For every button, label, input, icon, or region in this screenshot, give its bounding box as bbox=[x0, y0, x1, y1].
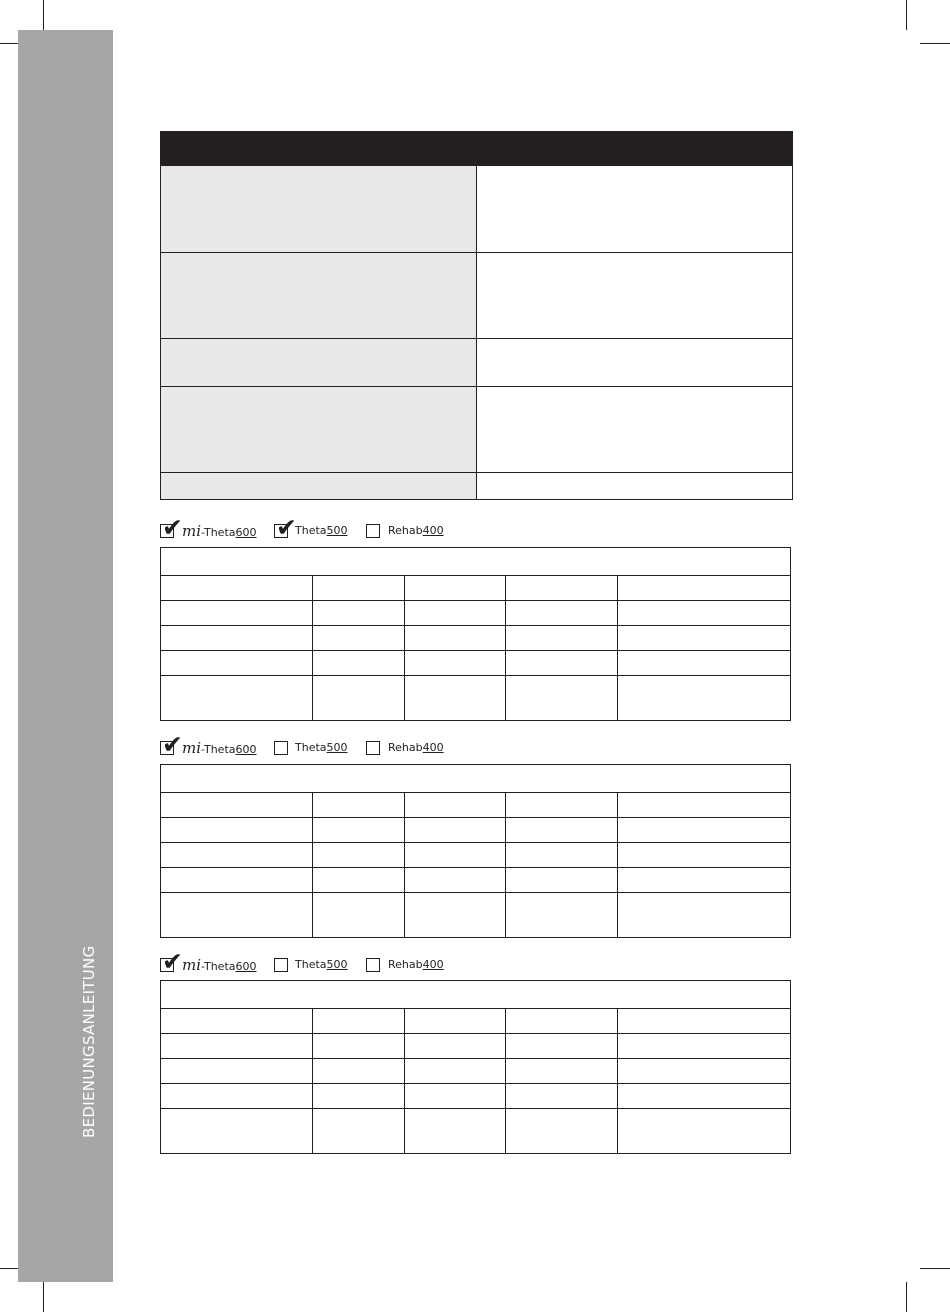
grid-cell bbox=[161, 676, 313, 721]
product-label bbox=[182, 957, 257, 975]
product-model: 400 bbox=[422, 958, 444, 971]
crop-mark-top-left-v bbox=[43, 0, 44, 30]
product-label bbox=[388, 523, 444, 539]
product-model: 600 bbox=[235, 526, 257, 539]
grid-cell bbox=[405, 601, 506, 626]
grid-cell bbox=[405, 868, 506, 893]
grid-cell bbox=[405, 1084, 506, 1109]
product-model: 500 bbox=[326, 741, 348, 754]
grid-cell bbox=[161, 626, 313, 651]
grid-cell bbox=[506, 626, 618, 651]
crop-mark-top-right-v bbox=[906, 0, 907, 30]
product-label bbox=[182, 523, 257, 541]
grid-cell bbox=[506, 601, 618, 626]
crop-mark-bottom-right-v bbox=[906, 1282, 907, 1312]
product-checkbox[interactable] bbox=[366, 741, 380, 755]
grid-row bbox=[161, 793, 791, 818]
grid-cell bbox=[161, 1109, 313, 1154]
grid-row bbox=[161, 843, 791, 868]
grid-cell bbox=[313, 1059, 405, 1084]
grid-row bbox=[161, 868, 791, 893]
crop-mark-bottom-right-h bbox=[920, 1268, 950, 1269]
product-checkbox[interactable] bbox=[160, 730, 183, 759]
spec-label-cell bbox=[161, 473, 477, 500]
product-checkbox[interactable] bbox=[160, 513, 183, 542]
grid-cell bbox=[618, 818, 791, 843]
grid-row bbox=[161, 1109, 791, 1154]
grid-cell bbox=[506, 1034, 618, 1059]
grid-cell bbox=[405, 893, 506, 938]
spec-row bbox=[161, 473, 793, 500]
product-row bbox=[160, 947, 560, 976]
grid-cell bbox=[405, 818, 506, 843]
product-model: 600 bbox=[235, 960, 257, 973]
grid-cell bbox=[313, 1009, 405, 1034]
grid-title-cell bbox=[161, 548, 791, 576]
grid-cell bbox=[618, 1109, 791, 1154]
product-row bbox=[160, 730, 560, 759]
grid-cell bbox=[161, 793, 313, 818]
product-name: Theta bbox=[295, 958, 327, 971]
grid-row bbox=[161, 1059, 791, 1084]
grid-table bbox=[160, 980, 791, 1154]
product-name: Rehab bbox=[388, 958, 423, 971]
grid-row bbox=[161, 576, 791, 601]
product-model: 400 bbox=[422, 741, 444, 754]
grid-cell bbox=[618, 793, 791, 818]
grid-cell bbox=[618, 843, 791, 868]
grid-row bbox=[161, 1009, 791, 1034]
product-name: Rehab bbox=[388, 524, 423, 537]
grid-cell bbox=[618, 1059, 791, 1084]
grid-cell bbox=[161, 1034, 313, 1059]
grid-cell bbox=[161, 1059, 313, 1084]
grid-cell bbox=[618, 1009, 791, 1034]
spec-row bbox=[161, 339, 793, 387]
product-name: Theta bbox=[295, 741, 327, 754]
grid-row bbox=[161, 1084, 791, 1109]
checkmark-icon: ✔ bbox=[162, 947, 183, 976]
crop-mark-top-right-h bbox=[920, 43, 950, 44]
product-label bbox=[295, 957, 348, 973]
product-model: 400 bbox=[422, 524, 444, 537]
product-label bbox=[388, 740, 444, 756]
grid-row bbox=[161, 893, 791, 938]
product-prefix: mi bbox=[182, 739, 202, 757]
product-row bbox=[160, 513, 560, 542]
grid-cell bbox=[618, 651, 791, 676]
grid-cell bbox=[405, 1109, 506, 1154]
grid-cell bbox=[618, 1084, 791, 1109]
spec-label-cell bbox=[161, 387, 477, 473]
grid-cell bbox=[161, 868, 313, 893]
spec-value-cell bbox=[477, 339, 793, 387]
spec-table-header bbox=[161, 132, 793, 166]
grid-cell bbox=[506, 868, 618, 893]
spec-value-cell bbox=[477, 166, 793, 253]
grid-cell bbox=[313, 576, 405, 601]
grid-cell bbox=[161, 1009, 313, 1034]
grid-cell bbox=[506, 893, 618, 938]
grid-table bbox=[160, 547, 791, 721]
grid-cell bbox=[405, 1034, 506, 1059]
grid-row bbox=[161, 818, 791, 843]
side-bar bbox=[18, 30, 113, 1282]
grid-title-cell bbox=[161, 765, 791, 793]
grid-title-row bbox=[161, 765, 791, 793]
side-bar-label: BEDIENUNGSANLEITUNG bbox=[80, 945, 98, 1138]
grid-cell bbox=[313, 651, 405, 676]
grid-cell bbox=[405, 1059, 506, 1084]
grid-cell bbox=[161, 576, 313, 601]
grid-row bbox=[161, 651, 791, 676]
grid-cell bbox=[161, 1084, 313, 1109]
product-checkbox[interactable] bbox=[366, 958, 380, 972]
product-checkbox[interactable] bbox=[160, 947, 183, 976]
product-model: 600 bbox=[235, 743, 257, 756]
grid-cell bbox=[405, 576, 506, 601]
spec-label-cell bbox=[161, 339, 477, 387]
grid-cell bbox=[313, 793, 405, 818]
grid-cell bbox=[618, 576, 791, 601]
checkmark-icon: ✔ bbox=[276, 513, 297, 542]
grid-cell bbox=[313, 676, 405, 721]
grid-cell bbox=[618, 1034, 791, 1059]
product-checkbox[interactable] bbox=[274, 513, 297, 542]
grid-cell bbox=[506, 843, 618, 868]
grid-title-cell bbox=[161, 981, 791, 1009]
grid-cell bbox=[506, 1084, 618, 1109]
grid-cell bbox=[313, 1034, 405, 1059]
product-checkbox[interactable] bbox=[274, 741, 288, 755]
spec-row bbox=[161, 166, 793, 253]
grid-cell bbox=[618, 601, 791, 626]
grid-cell bbox=[405, 793, 506, 818]
spec-row bbox=[161, 253, 793, 339]
product-label bbox=[295, 740, 348, 756]
spec-value-cell bbox=[477, 387, 793, 473]
product-name: Theta bbox=[295, 524, 327, 537]
grid-title-row bbox=[161, 548, 791, 576]
grid-row bbox=[161, 601, 791, 626]
grid-row bbox=[161, 626, 791, 651]
spec-header-cell bbox=[161, 132, 793, 166]
grid-cell bbox=[161, 818, 313, 843]
checkmark-icon: ✔ bbox=[162, 730, 183, 759]
grid-cell bbox=[161, 651, 313, 676]
spec-value-cell bbox=[477, 253, 793, 339]
grid-cell bbox=[405, 651, 506, 676]
product-name: -Theta bbox=[201, 960, 236, 973]
product-checkbox[interactable] bbox=[366, 524, 380, 538]
grid-title-row bbox=[161, 981, 791, 1009]
grid-cell bbox=[506, 651, 618, 676]
grid-cell bbox=[405, 676, 506, 721]
grid-row bbox=[161, 1034, 791, 1059]
spec-table bbox=[160, 131, 793, 500]
grid-cell bbox=[313, 1084, 405, 1109]
crop-mark-bottom-left-v bbox=[43, 1282, 44, 1312]
product-name: Rehab bbox=[388, 741, 423, 754]
grid-row bbox=[161, 676, 791, 721]
grid-cell bbox=[405, 626, 506, 651]
grid-cell bbox=[618, 676, 791, 721]
grid-cell bbox=[405, 1009, 506, 1034]
grid-cell bbox=[313, 626, 405, 651]
grid-cell bbox=[161, 601, 313, 626]
spec-label-cell bbox=[161, 253, 477, 339]
product-model: 500 bbox=[326, 958, 348, 971]
grid-cell bbox=[313, 843, 405, 868]
product-model: 500 bbox=[326, 524, 348, 537]
grid-cell bbox=[161, 843, 313, 868]
product-name: -Theta bbox=[201, 526, 236, 539]
grid-cell bbox=[506, 676, 618, 721]
grid-cell bbox=[618, 893, 791, 938]
grid-cell bbox=[313, 868, 405, 893]
product-prefix: mi bbox=[182, 522, 202, 540]
grid-cell bbox=[313, 1109, 405, 1154]
grid-cell bbox=[506, 1109, 618, 1154]
grid-cell bbox=[161, 893, 313, 938]
grid-cell bbox=[618, 868, 791, 893]
spec-value-cell bbox=[477, 473, 793, 500]
product-label bbox=[295, 523, 348, 539]
grid-cell bbox=[506, 793, 618, 818]
grid-cell bbox=[506, 818, 618, 843]
grid-table bbox=[160, 764, 791, 938]
product-checkbox[interactable] bbox=[274, 958, 288, 972]
grid-cell bbox=[506, 576, 618, 601]
grid-cell bbox=[405, 843, 506, 868]
product-prefix: mi bbox=[182, 956, 202, 974]
product-label bbox=[182, 740, 257, 758]
grid-cell bbox=[313, 818, 405, 843]
grid-cell bbox=[313, 893, 405, 938]
spec-row bbox=[161, 387, 793, 473]
product-name: -Theta bbox=[201, 743, 236, 756]
product-label bbox=[388, 957, 444, 973]
grid-cell bbox=[506, 1009, 618, 1034]
checkmark-icon: ✔ bbox=[162, 513, 183, 542]
grid-cell bbox=[506, 1059, 618, 1084]
grid-cell bbox=[618, 626, 791, 651]
grid-cell bbox=[313, 601, 405, 626]
spec-label-cell bbox=[161, 166, 477, 253]
